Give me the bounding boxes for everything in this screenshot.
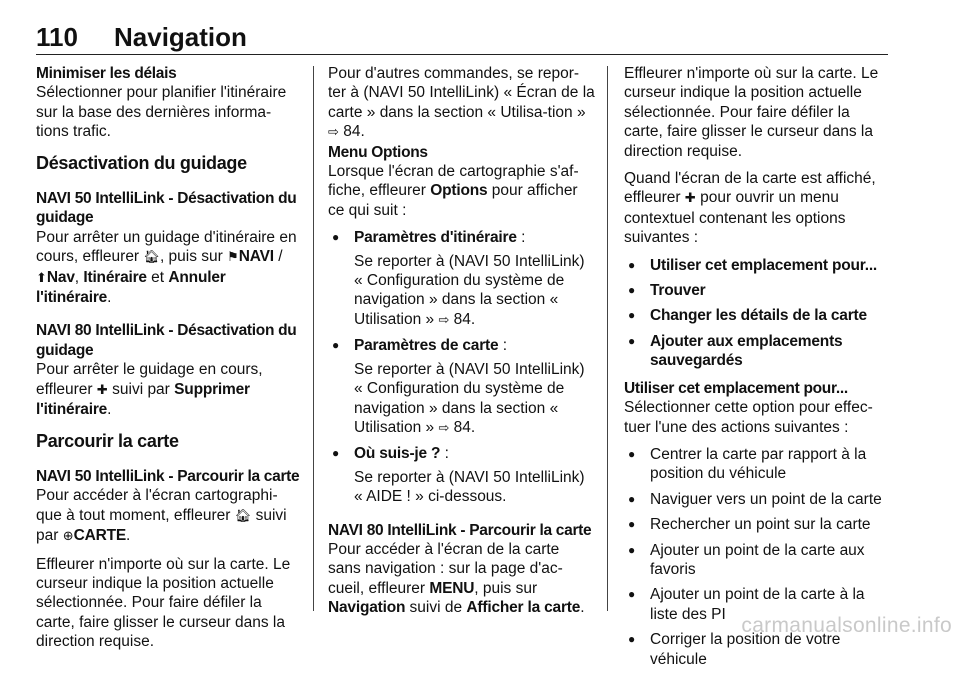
column-divider-2 <box>607 66 608 611</box>
list-item: ● Ajouter un point de la carte à la liste des PI <box>624 585 892 624</box>
page-ref: 84. <box>343 123 365 141</box>
text: Se reporter à (NAVI 50 IntelliLink) « Configuration du système de navigation » dans la section « Utilisation » <box>354 360 585 436</box>
list-item: ● Naviguer vers un point de la carte <box>624 490 892 509</box>
use-heading: Utiliser cet emplacement pour... <box>624 379 848 397</box>
item-text <box>354 252 596 331</box>
text: suivi de <box>409 599 463 617</box>
navi50-browse-heading: NAVI 50 IntelliLink - Parcourir la carte <box>36 467 300 485</box>
text: Quand l'écran de la carte est affiché, effleurer <box>624 170 876 207</box>
afficher-label: Afficher la carte <box>466 599 581 617</box>
context-options-list <box>624 256 892 371</box>
arrow-up-icon: ⬆ <box>36 270 47 286</box>
when-text <box>624 169 892 248</box>
list-item: ● Paramètres d'itinéraire : Se reporter à (NAVI 50 IntelliLink) « Configuration du système de navigation » dans la section « Utilisation » ⇨ 84. <box>328 228 596 330</box>
list-item: ● Changer les détails de la carte <box>624 306 892 325</box>
supprimer-label: Supprimer l'itinéraire <box>36 380 250 419</box>
list-item: ● Utiliser cet emplacement pour... <box>624 256 892 275</box>
itineraire-label: Itinéraire <box>83 268 147 286</box>
item-text: Se reporter à (NAVI 50 IntelliLink) « AIDE ! » ci-dessous. <box>354 468 585 506</box>
navigation-label: Navigation <box>328 599 406 617</box>
nav-label: Nav <box>46 268 75 286</box>
navi80-deact-heading: NAVI 80 IntelliLink - Désactivation du guidage <box>36 322 297 359</box>
page-header <box>36 22 888 52</box>
header-divider <box>36 54 888 55</box>
list-item: ● Ajouter un point de la carte aux favoris <box>624 541 892 580</box>
item-label: Où suis-je ? <box>354 445 441 463</box>
list-item: ● Ajouter aux emplacements sauvegardés <box>624 332 892 371</box>
list-item: ● Où suis-je ? : Se reporter à (NAVI 50 IntelliLink) « AIDE ! » ci-dessous. <box>328 444 596 506</box>
item-label: Paramètres d'itinéraire <box>354 229 517 247</box>
home-icon: 🏠︎ <box>143 250 160 266</box>
text: et <box>151 268 165 286</box>
navi80-browse-heading: NAVI 80 IntelliLink - Parcourir la carte <box>328 521 592 539</box>
plus-icon: ✚ <box>96 382 108 398</box>
text: Pour arrêter un guidage d'itinéraire en cours, effleurer <box>36 228 297 266</box>
page-title: Navigation <box>114 22 247 52</box>
text: Pour d'autres commandes, se repor-ter à (NAVI 50 IntelliLink) « Écran de la carte » dans la section « Utilisa-tion » <box>328 65 595 121</box>
list-item: ● Rechercher un point sur la carte <box>624 515 892 534</box>
navi80-deact-text: Pour arrêter le guidage en cours, effleurer ✚ suivi par Supprimer l'itinéraire. <box>36 361 263 419</box>
text: Pour arrêter le guidage en cours, effleurer <box>36 361 263 398</box>
column-3 <box>624 64 892 677</box>
page-ref: 84. <box>453 310 476 328</box>
navi50-deact-heading: NAVI 50 IntelliLink - Désactivation du guidage <box>36 190 297 227</box>
annuler-label: Annuler l'itinéraire <box>36 268 226 307</box>
text: Pour accéder à l'écran cartographi-que à tout moment, effleurer <box>36 487 278 524</box>
watermark: carmanualsonline.info <box>741 614 952 637</box>
text: Pour accéder à l'écran de la carte sans navigation : sur la page d'ac-cueil, effleurer <box>328 540 563 597</box>
column-1 <box>36 64 300 660</box>
carte-label: CARTE <box>73 527 127 545</box>
home-icon: 🏠︎ <box>234 508 252 524</box>
page-ref-icon: ⇨ <box>438 312 450 328</box>
text: suivi par <box>36 506 287 545</box>
min-text: Sélectionner pour planifier l'itinéraire sur la base des dernières informa-tions trafic. <box>36 84 287 141</box>
touch-text: Effleurer n'importe où sur la carte. Le curseur indique la position actuelle sélectionnée. Pour faire défiler la carte, faire glisser le curseur dans la direction requise. <box>36 555 291 651</box>
text: pour afficher ce qui suit : <box>328 182 578 219</box>
menu-heading: Menu Options <box>328 143 428 161</box>
item-text <box>354 360 596 439</box>
text: suivi par <box>112 380 170 398</box>
text: Se reporter à (NAVI 50 IntelliLink) « Configuration du système de navigation » dans la section « Utilisation » <box>354 252 585 328</box>
touch-text: Effleurer n'importe où sur la carte. Le curseur indique la position actuelle sélectionnée. Pour faire défiler la carte, faire glisser le curseur dans la direction requise. <box>624 65 879 160</box>
text: pour ouvrir un menu contextuel contenant les options suivantes : <box>624 189 846 247</box>
browse-heading: Parcourir la carte <box>36 430 179 451</box>
page-ref-icon: ⇨ <box>438 420 450 436</box>
navi-label: NAVI <box>238 248 274 266</box>
text: , puis sur <box>474 579 538 597</box>
use-text: Sélectionner cette option pour effec-tuer l'une des actions suivantes : <box>624 399 873 436</box>
menu-label: MENU <box>429 579 475 597</box>
column-2 <box>328 64 596 626</box>
navi80-browse-text: Pour accéder à l'écran de la carte sans navigation : sur la page d'ac-cueil, effleurer MENU, puis sur Navigation suivi de Afficher la carte. <box>328 540 585 617</box>
menu-text <box>328 162 596 220</box>
intro-text <box>328 64 596 143</box>
list-item: ● Centrer la carte par rapport à la position du véhicule <box>624 445 892 484</box>
flag-icon: ⚑ <box>227 250 239 266</box>
menu-options-list <box>328 228 596 506</box>
list-item: ● Corriger la position de votre véhicule <box>624 630 892 669</box>
text: , puis sur <box>159 248 223 266</box>
plus-icon: ✚ <box>684 191 696 207</box>
page-ref: 84. <box>453 418 476 436</box>
deact-heading: Désactivation du guidage <box>36 152 247 173</box>
column-divider-1 <box>313 66 314 611</box>
item-label: Paramètres de carte <box>354 337 499 355</box>
text: Lorsque l'écran de cartographie s'af-fiche, effleurer <box>328 163 579 200</box>
navi50-deact-text: Pour arrêter un guidage d'itinéraire en cours, effleurer 🏠︎, puis sur ⚑NAVI / ⬆Nav, Itinéraire et Annuler l'itinéraire. <box>36 228 297 307</box>
list-item: ● Trouver <box>624 281 892 300</box>
list-item: ● Paramètres de carte : Se reporter à (NAVI 50 IntelliLink) « Configuration du système de navigation » dans la section « Utilisation » ⇨ 84. <box>328 336 596 438</box>
page-ref-icon: ⇨ <box>328 125 339 141</box>
map-target-icon: ⊕ <box>62 529 74 545</box>
options-label: Options <box>430 182 488 200</box>
page-number: 110 <box>36 22 78 52</box>
min-heading: Minimiser les délais <box>36 65 177 82</box>
navi50-browse-text: Pour accéder à l'écran cartographi-que à tout moment, effleurer 🏠︎ suivi par ⊕CARTE. <box>36 487 287 545</box>
